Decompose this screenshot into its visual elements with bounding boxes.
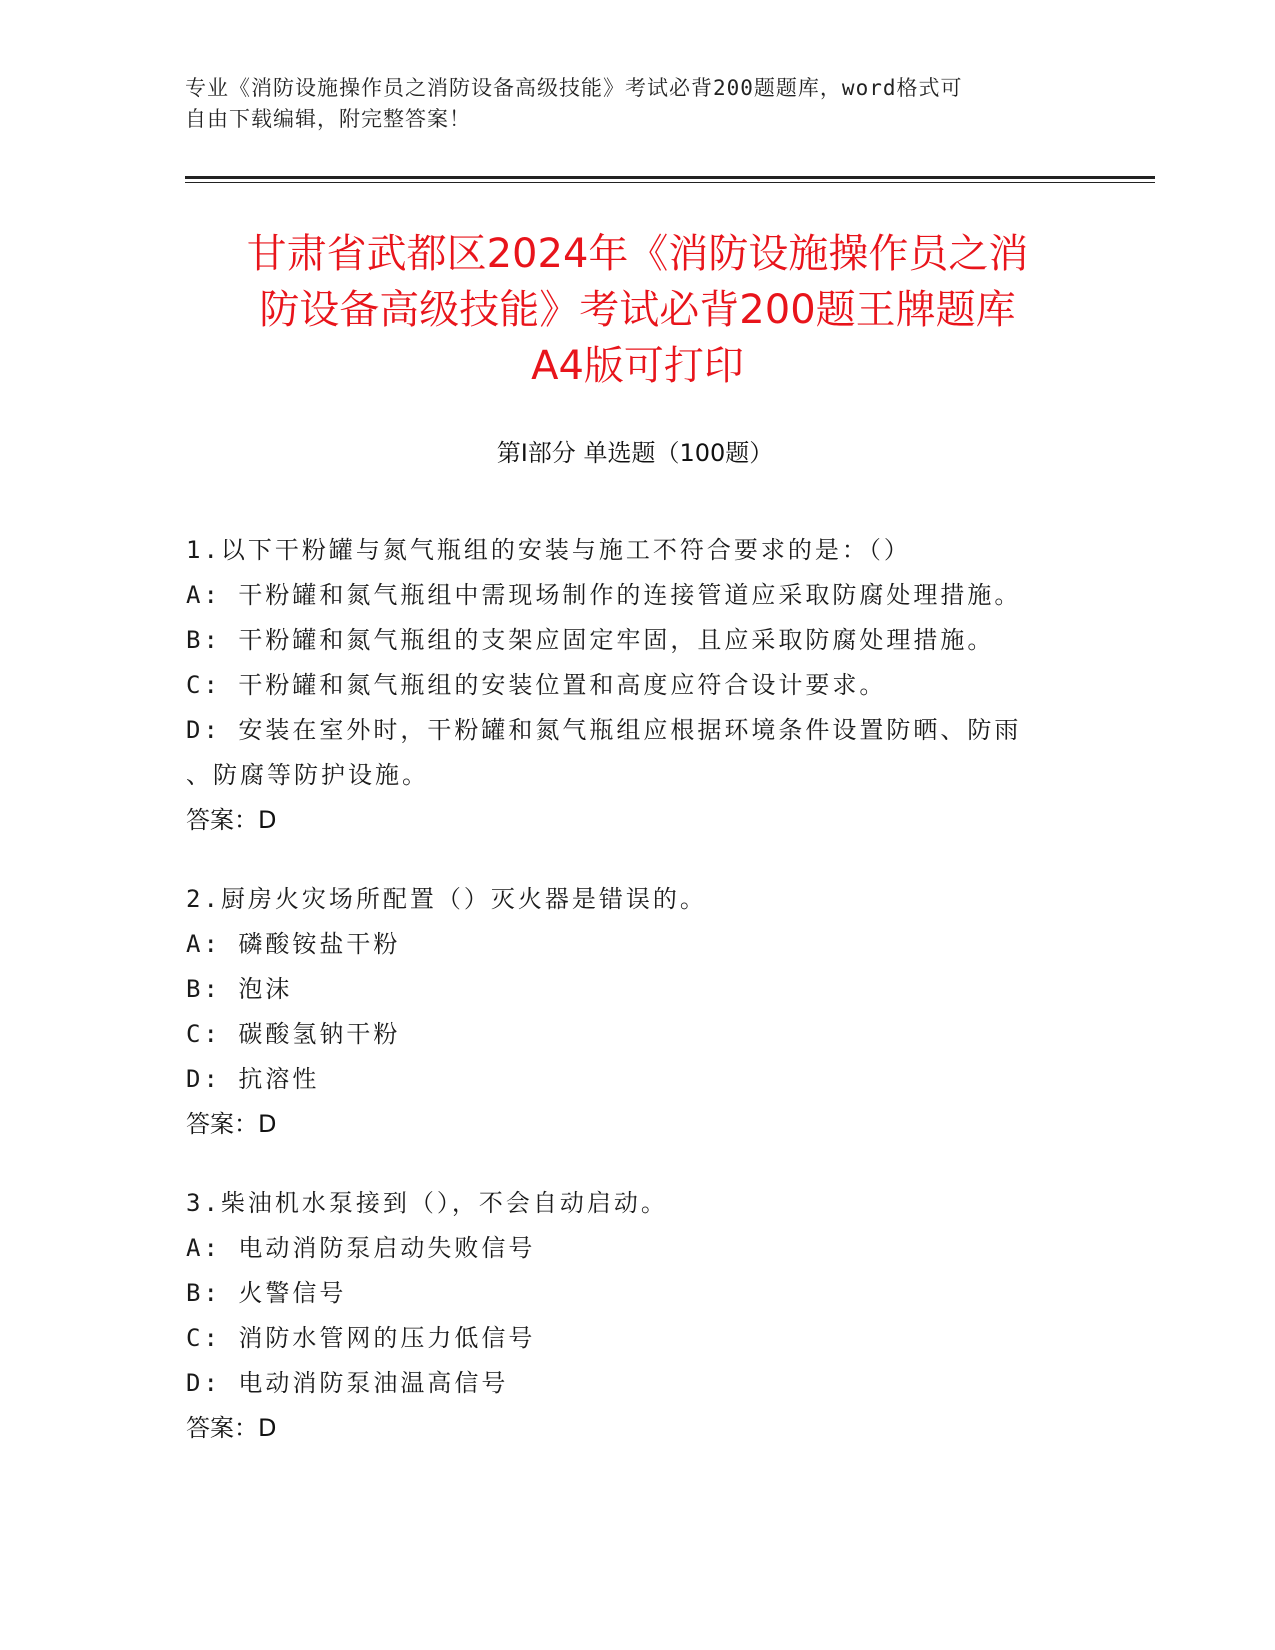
option-d: D: 电动消防泵油温高信号	[186, 1369, 509, 1397]
answer-label: 答案：D	[186, 1414, 277, 1442]
header-note-line: 自由下载编辑，附完整答案！	[185, 107, 471, 131]
question-stem: 2.厨房火灾场所配置（）灭火器是错误的。	[186, 885, 707, 913]
question-item	[186, 528, 1086, 843]
option-c: C: 干粉罐和氮气瓶组的安装位置和高度应符合设计要求。	[186, 671, 887, 699]
option-d-continued: 、防腐等防护设施。	[186, 761, 429, 789]
question-stem: 1.以下干粉罐与氮气瓶组的安装与施工不符合要求的是：（）	[186, 536, 911, 564]
title-line: A4版可打印	[531, 343, 744, 389]
header-note-line: 专业《消防设施操作员之消防设备高级技能》考试必背200题题库，word格式可	[185, 76, 963, 100]
option-b: B: 泡沫	[186, 975, 293, 1003]
question-item	[186, 877, 1086, 1147]
document-title	[140, 226, 1135, 394]
option-d: D: 抗溶性	[186, 1065, 320, 1093]
header-divider-thin	[185, 182, 1155, 183]
question-item	[186, 1181, 1086, 1451]
option-a: A: 电动消防泵启动失败信号	[186, 1234, 536, 1262]
answer-label: 答案：D	[186, 1110, 277, 1138]
section-title: 第I部分 单选题（100题）	[496, 439, 774, 467]
title-line: 防设备高级技能》考试必背200题王牌题库	[259, 287, 1016, 333]
answer-label: 答案：D	[186, 806, 277, 834]
option-c: C: 碳酸氢钠干粉	[186, 1020, 401, 1048]
question-stem: 3.柴油机水泵接到（），不会自动启动。	[186, 1189, 668, 1217]
option-c: C: 消防水管网的压力低信号	[186, 1324, 536, 1352]
title-line: 甘肃省武都区2024年《消防设施操作员之消	[246, 231, 1029, 277]
option-b: B: 火警信号	[186, 1279, 347, 1307]
option-a: A: 磷酸铵盐干粉	[186, 930, 401, 958]
header-divider	[185, 176, 1155, 179]
option-a: A: 干粉罐和氮气瓶组中需现场制作的连接管道应采取防腐处理措施。	[186, 581, 1022, 609]
option-b: B: 干粉罐和氮气瓶组的支架应固定牢固，且应采取防腐处理措施。	[186, 626, 995, 654]
option-d: D: 安装在室外时，干粉罐和氮气瓶组应根据环境条件设置防晒、防雨	[186, 716, 1022, 744]
header-note	[185, 73, 1055, 135]
question-list	[186, 528, 1086, 1485]
